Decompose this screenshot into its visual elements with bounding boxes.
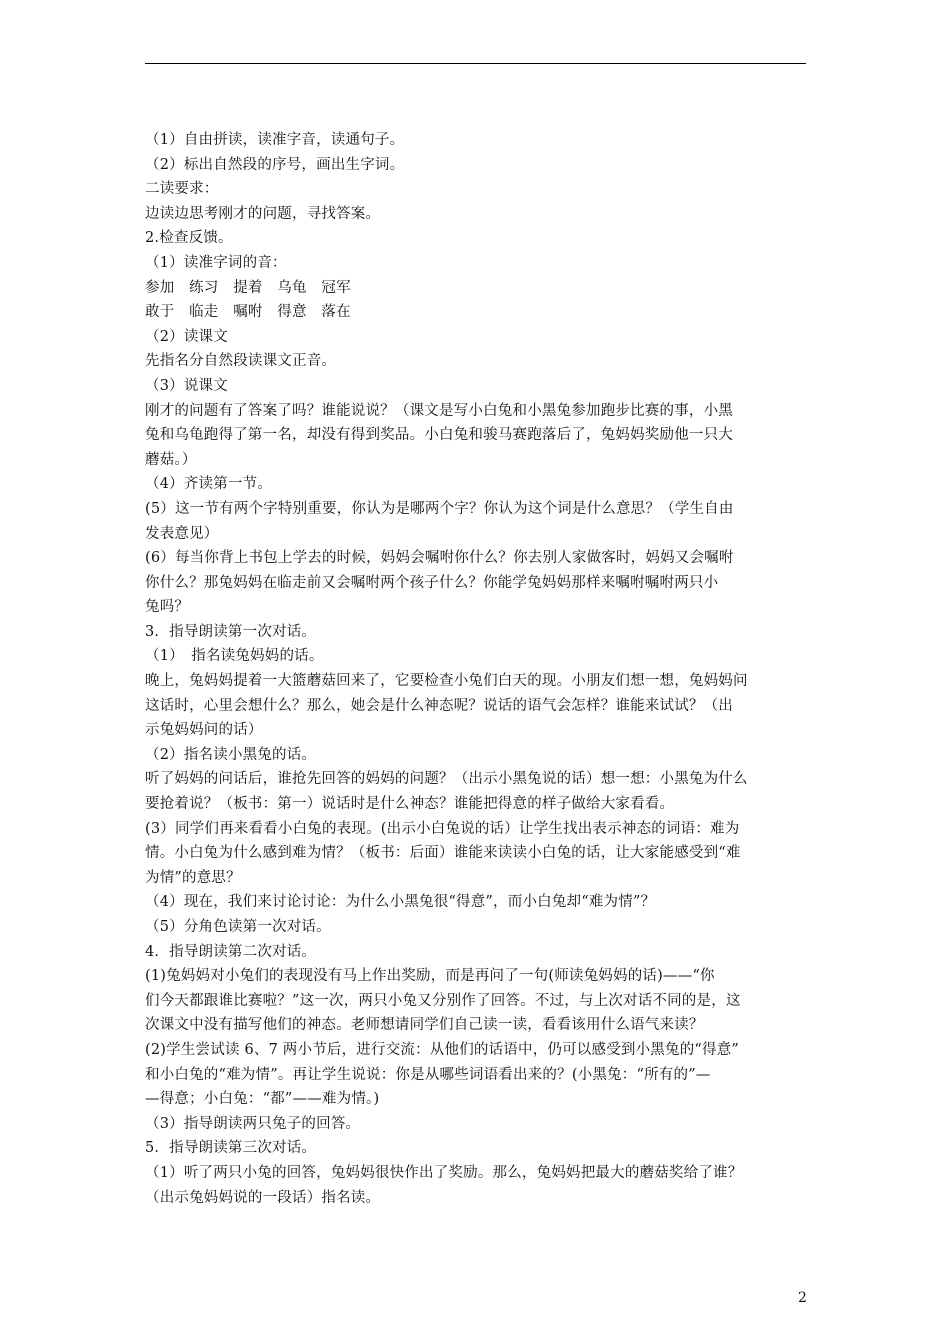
text-line: （出示兔妈妈说的一段话）指名读。 — [145, 1189, 381, 1206]
text-line: 先指名分自然段读课文正音。 — [145, 353, 337, 370]
text-line: （4）齐读第一节。 — [145, 476, 273, 493]
text-line: （1）听了两只小兔的回答，兔妈妈很快作出了奖励。那么，兔妈妈把最大的蘑菇奖给了谁？ — [145, 1164, 743, 1181]
text-line: 蘑菇。） — [145, 451, 197, 468]
text-line: 5．指导朗读第三次对话。 — [145, 1140, 317, 1157]
text-line: （2）标出自然段的序号，画出生字词。 — [145, 156, 405, 173]
text-line: （2）指名读小黑兔的话。 — [145, 746, 317, 763]
text-line: 这话时，心里会想什么？那么，她会是什么神态呢？说话的语气会怎样？谁能来试试？（出 — [145, 697, 733, 714]
text-line: 发表意见） — [145, 525, 219, 542]
text-line: 晚上，兔妈妈提着一大篮蘑菇回来了，它要检查小兔们白天的现。小朋友们想一想，兔妈妈问 — [145, 673, 748, 690]
text-line: —得意；小白兔：“都”——难为情。) — [145, 1091, 380, 1108]
text-line: 情。小白兔为什么感到难为情？（板书：后面）谁能来读读小白兔的话，让大家能感受到“难 — [145, 845, 741, 862]
text-line: （3）说课文 — [145, 377, 228, 394]
text-line: (1)兔妈妈对小兔们的表现没有马上作出奖励，而是再问了一句(师读兔妈妈的话)——“你 — [145, 968, 715, 985]
text-line: 和小白兔的“难为情”。再让学生说说：你是从哪些词语看出来的？(小黑兔：“所有的”— — [145, 1066, 711, 1083]
text-line: 刚才的问题有了答案了吗？谁能说说？（课文是写小白兔和小黑兔参加跑步比赛的事，小黑 — [145, 402, 733, 419]
text-line: 4．指导朗读第二次对话。 — [145, 943, 317, 960]
text-line: 2.检查反馈。 — [145, 230, 233, 247]
text-line: 敢于 临走 嘱咐 得意 落在 — [145, 304, 351, 321]
text-line: 听了妈妈的问话后，谁抢先回答的妈妈的问题？（出示小黑兔说的话）想一想：小黑兔为什么 — [145, 771, 748, 788]
text-line: 示兔妈妈问的话） — [145, 722, 263, 739]
text-line: 边读边思考刚才的问题，寻找答案。 — [145, 205, 381, 222]
text-line: （4）现在，我们来讨论讨论：为什么小黑兔很“得意”，而小白兔却“难为情”？ — [145, 894, 656, 911]
document-body — [145, 128, 810, 1210]
page-number: 2 — [798, 1290, 807, 1306]
text-line: (5）这一节有两个字特别重要，你认为是哪两个字？你认为这个词是什么意思？（学生自由 — [145, 500, 734, 517]
text-line: 3．指导朗读第一次对话。 — [145, 623, 317, 640]
text-line: （1）读准字词的音： — [145, 254, 287, 271]
text-line: 兔吗？ — [145, 599, 190, 616]
text-line: 你什么？那兔妈妈在临走前又会嘱咐两个孩子什么？你能学兔妈妈那样来嘱咐嘱咐两只小 — [145, 574, 719, 591]
text-line: (3）同学们再来看看小白兔的表现。(出示小白兔说的话）让学生找出表示神态的词语：难为 — [145, 820, 740, 837]
text-line: （2）读课文 — [145, 328, 228, 345]
text-line: （5）分角色读第一次对话。 — [145, 919, 331, 935]
text-line: 兔和乌龟跑得了第一名，却没有得到奖品。小白兔和骏马赛跑落后了，兔妈妈奖励他一只大 — [145, 427, 733, 444]
text-line: （3）指导朗读两只兔子的回答。 — [145, 1115, 361, 1132]
text-line: （1）自由拼读，读准字音，读通句子。 — [145, 132, 405, 148]
text-line: 们今天都跟谁比赛啦？”这一次，两只小兔又分别作了回答。不过，与上次对话不同的是，这 — [145, 992, 741, 1009]
text-line: (2)学生尝试读 6、7 两小节后，进行交流：从他们的话语中，仍可以感受到小黑兔的“得意” — [145, 1041, 740, 1058]
text-line: 要抢着说？（板书：第一）说话时是什么神态？谁能把得意的样子做给大家看看。 — [145, 796, 675, 813]
text-line: 二读要求： — [145, 181, 219, 198]
text-line: （1） 指名读兔妈妈的话。 — [145, 648, 324, 665]
text-line: 次课文中没有描写他们的神态。老师想请同学们自己读一读，看看该用什么语气来读？ — [145, 1017, 704, 1034]
text-line: (6）每当你背上书包上学去的时候，妈妈会嘱咐你什么？你去别人家做客时，妈妈又会嘱咐 — [145, 550, 734, 567]
text-line: 为情”的意思？ — [145, 869, 241, 886]
text-line: 参加 练习 提着 乌龟 冠军 — [145, 279, 351, 296]
header-rule — [145, 63, 806, 64]
